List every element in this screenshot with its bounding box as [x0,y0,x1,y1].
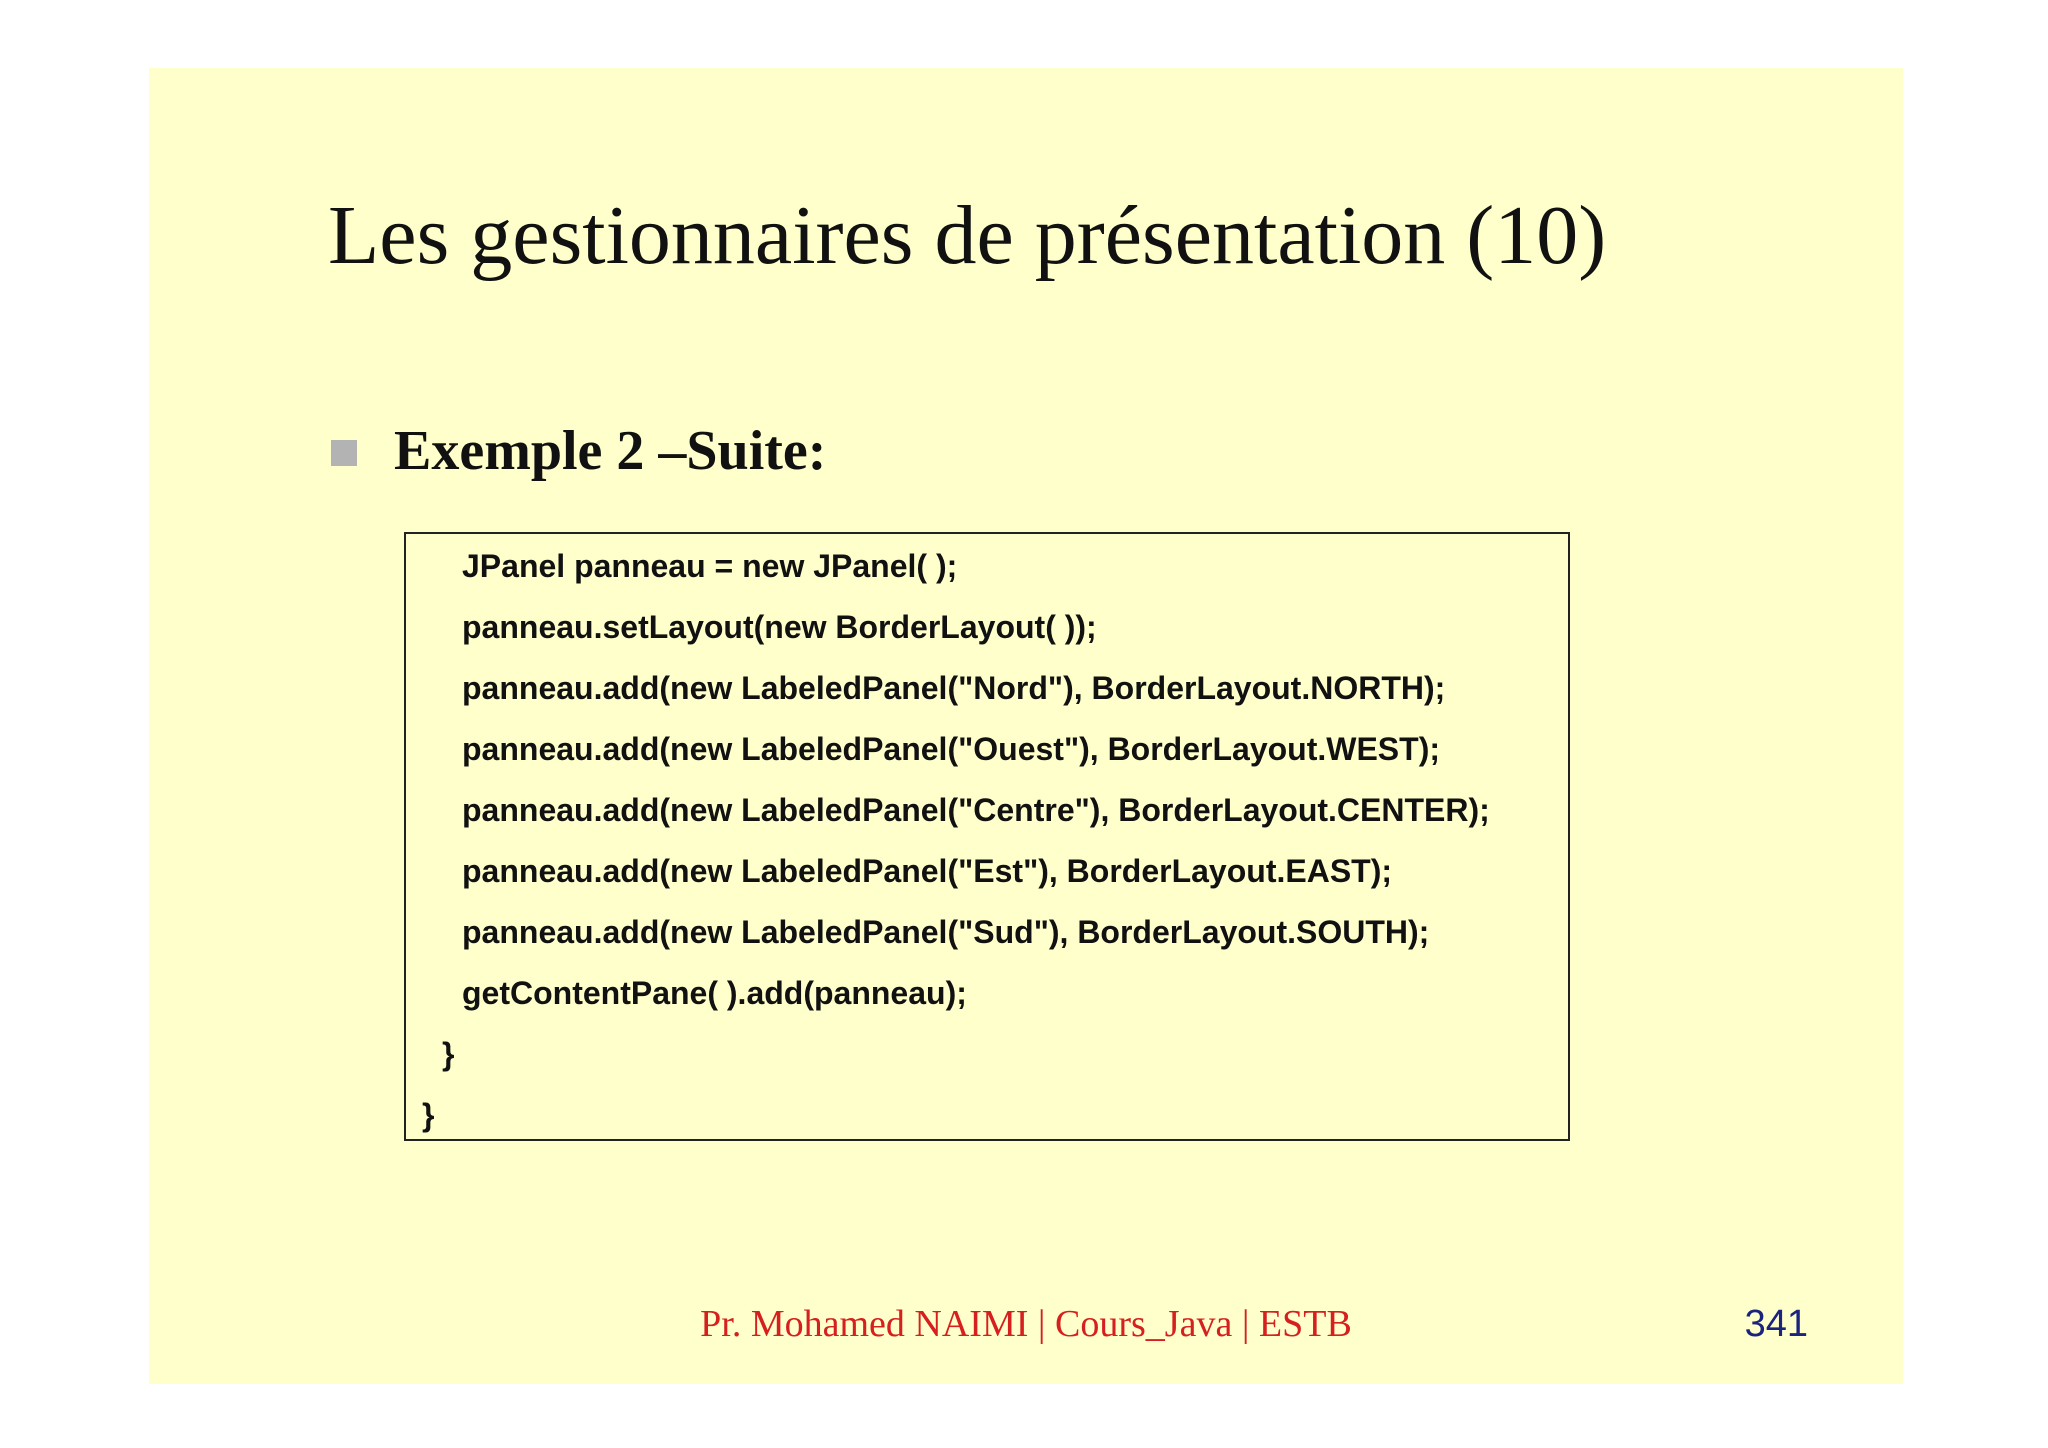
page-number: 341 [1744,1303,1808,1345]
closing-brace: } [442,1036,455,1072]
code-line: panneau.add(new LabeledPanel("Nord"), BorderLayout.NORTH); [462,670,1446,706]
square-bullet-icon [331,440,357,466]
slide-subtitle: Exemple 2 –Suite: [394,420,827,482]
code-line: JPanel panneau = new JPanel( ); [462,548,958,584]
closing-brace: } [422,1097,435,1133]
slide-title: Les gestionnaires de présentation (10) [328,189,1607,282]
code-line: panneau.add(new LabeledPanel("Sud"), BorderLayout.SOUTH); [462,914,1430,950]
code-line: panneau.setLayout(new BorderLayout( )); [462,609,1097,645]
code-line: getContentPane( ).add(panneau); [462,975,967,1011]
code-box [404,532,1570,1141]
code-line: panneau.add(new LabeledPanel("Centre"), BorderLayout.CENTER); [462,792,1490,828]
code-line: panneau.add(new LabeledPanel("Ouest"), BorderLayout.WEST); [462,731,1440,767]
slide [149,68,1903,1384]
code-line: panneau.add(new LabeledPanel("Est"), BorderLayout.EAST); [462,853,1393,889]
footer: Pr. Mohamed NAIMI | Cours_Java | ESTB [700,1303,1352,1345]
